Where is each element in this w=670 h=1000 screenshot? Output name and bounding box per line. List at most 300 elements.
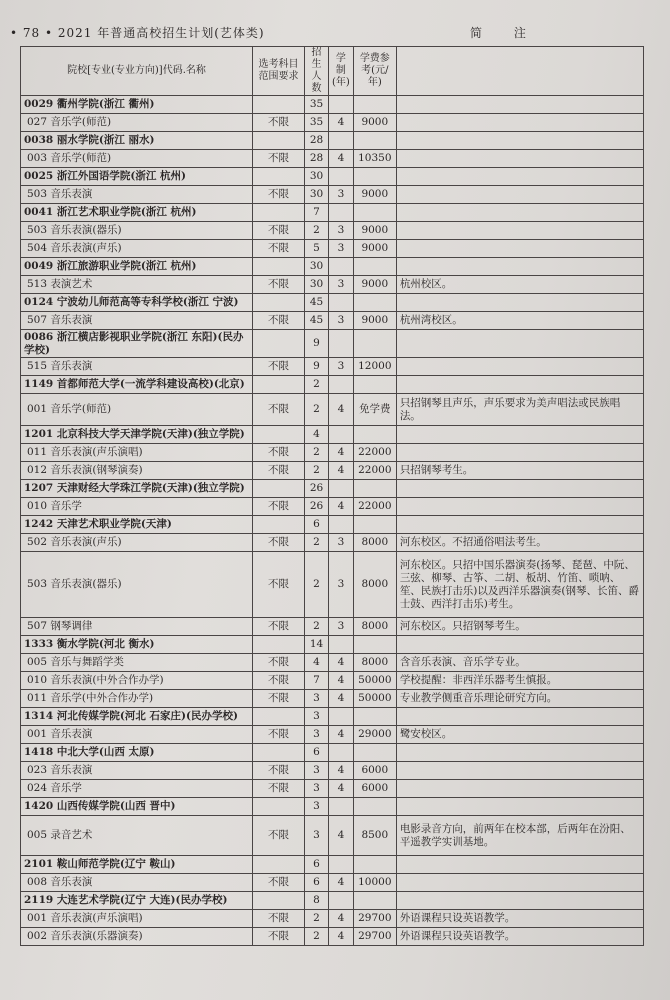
cell-count: 26 xyxy=(305,480,329,498)
cell-subject: 不限 xyxy=(253,222,305,240)
page-header xyxy=(10,18,650,44)
cell-years: 4 xyxy=(329,498,354,516)
cell-subject xyxy=(253,798,305,816)
major-row xyxy=(21,780,644,798)
cell-note: 河东校区。只招钢琴考生。 xyxy=(396,618,643,636)
cell-count: 2 xyxy=(305,534,329,552)
institution-row xyxy=(21,856,644,874)
cell-count: 6 xyxy=(305,856,329,874)
cell-fee xyxy=(353,856,396,874)
col-header-years: 学制(年) xyxy=(329,47,354,96)
cell-name: 001 音乐表演 xyxy=(21,726,253,744)
col-header-subject: 选考科目范围要求 xyxy=(253,47,305,96)
cell-subject: 不限 xyxy=(253,394,305,426)
cell-note xyxy=(396,444,643,462)
cell-count: 30 xyxy=(305,186,329,204)
cell-name: 1201 北京科技大学天津学院(天津)(独立学院) xyxy=(21,426,253,444)
cell-years: 4 xyxy=(329,726,354,744)
cell-fee: 29700 xyxy=(353,928,396,946)
cell-subject xyxy=(253,294,305,312)
cell-subject: 不限 xyxy=(253,654,305,672)
cell-fee xyxy=(353,892,396,910)
cell-count: 3 xyxy=(305,816,329,856)
cell-subject: 不限 xyxy=(253,816,305,856)
cell-note xyxy=(396,132,643,150)
institution-row xyxy=(21,516,644,534)
cell-fee: 29000 xyxy=(353,726,396,744)
cell-years: 3 xyxy=(329,552,354,618)
cell-count: 4 xyxy=(305,426,329,444)
cell-count: 2 xyxy=(305,222,329,240)
cell-years: 4 xyxy=(329,690,354,708)
institution-row xyxy=(21,480,644,498)
major-row xyxy=(21,726,644,744)
cell-name: 503 音乐表演(器乐) xyxy=(21,222,253,240)
cell-fee xyxy=(353,708,396,726)
cell-fee xyxy=(353,480,396,498)
cell-subject: 不限 xyxy=(253,444,305,462)
cell-name: 0038 丽水学院(浙江 丽水) xyxy=(21,132,253,150)
cell-subject: 不限 xyxy=(253,762,305,780)
major-row xyxy=(21,816,644,856)
cell-count: 2 xyxy=(305,618,329,636)
cell-note xyxy=(396,480,643,498)
cell-count: 35 xyxy=(305,96,329,114)
cell-note: 外语课程只设英语教学。 xyxy=(396,928,643,946)
cell-subject xyxy=(253,708,305,726)
cell-years: 4 xyxy=(329,910,354,928)
cell-count: 2 xyxy=(305,910,329,928)
cell-count: 6 xyxy=(305,516,329,534)
cell-years: 3 xyxy=(329,534,354,552)
cell-fee: 8500 xyxy=(353,816,396,856)
cell-name: 2119 大连艺术学院(辽宁 大连)(民办学校) xyxy=(21,892,253,910)
cell-fee xyxy=(353,258,396,276)
cell-note xyxy=(396,294,643,312)
cell-subject: 不限 xyxy=(253,462,305,480)
cell-note xyxy=(396,636,643,654)
cell-fee xyxy=(353,376,396,394)
cell-note xyxy=(396,258,643,276)
cell-subject xyxy=(253,376,305,394)
institution-row xyxy=(21,708,644,726)
cell-name: 515 音乐表演 xyxy=(21,358,253,376)
cell-note xyxy=(396,96,643,114)
cell-years xyxy=(329,798,354,816)
cell-subject: 不限 xyxy=(253,114,305,132)
cell-count: 30 xyxy=(305,168,329,186)
cell-name: 1242 天津艺术职业学院(天津) xyxy=(21,516,253,534)
cell-note xyxy=(396,762,643,780)
cell-years xyxy=(329,856,354,874)
cell-years xyxy=(329,708,354,726)
cell-note: 杭州校区。 xyxy=(396,276,643,294)
cell-count: 3 xyxy=(305,798,329,816)
col-header-name: 院校[专业(专业方向)]代码.名称 xyxy=(21,47,253,96)
cell-count: 2 xyxy=(305,394,329,426)
cell-subject: 不限 xyxy=(253,672,305,690)
cell-years: 3 xyxy=(329,240,354,258)
institution-row xyxy=(21,168,644,186)
cell-years: 4 xyxy=(329,928,354,946)
cell-count: 28 xyxy=(305,150,329,168)
cell-subject xyxy=(253,330,305,358)
institution-row xyxy=(21,798,644,816)
cell-note: 河东校区。不招通俗唱法考生。 xyxy=(396,534,643,552)
cell-years: 3 xyxy=(329,222,354,240)
cell-fee xyxy=(353,294,396,312)
major-row xyxy=(21,240,644,258)
cell-years xyxy=(329,258,354,276)
institution-row xyxy=(21,204,644,222)
cell-name: 0124 宁波幼儿师范高等专科学校(浙江 宁波) xyxy=(21,294,253,312)
cell-subject: 不限 xyxy=(253,186,305,204)
cell-years: 3 xyxy=(329,186,354,204)
cell-fee: 9000 xyxy=(353,186,396,204)
cell-count: 8 xyxy=(305,892,329,910)
cell-name: 0029 衢州学院(浙江 衢州) xyxy=(21,96,253,114)
cell-note: 只招钢琴考生。 xyxy=(396,462,643,480)
major-row xyxy=(21,672,644,690)
cell-fee xyxy=(353,516,396,534)
cell-count: 3 xyxy=(305,708,329,726)
major-row xyxy=(21,762,644,780)
cell-note xyxy=(396,856,643,874)
major-row xyxy=(21,358,644,376)
cell-fee: 50000 xyxy=(353,672,396,690)
cell-count: 14 xyxy=(305,636,329,654)
major-row xyxy=(21,150,644,168)
cell-note: 电影录音方向，前两年在校本部，后两年在汾阳、平遥教学实训基地。 xyxy=(396,816,643,856)
cell-name: 1149 首都师范大学(一流学科建设高校)(北京) xyxy=(21,376,253,394)
cell-years xyxy=(329,376,354,394)
cell-count: 3 xyxy=(305,762,329,780)
cell-fee: 免学费 xyxy=(353,394,396,426)
cell-count: 3 xyxy=(305,780,329,798)
cell-note xyxy=(396,892,643,910)
cell-name: 507 音乐表演 xyxy=(21,312,253,330)
cell-name: 001 音乐表演(声乐演唱) xyxy=(21,910,253,928)
cell-subject xyxy=(253,168,305,186)
cell-years: 3 xyxy=(329,358,354,376)
cell-name: 008 音乐表演 xyxy=(21,874,253,892)
cell-years xyxy=(329,636,354,654)
cell-note xyxy=(396,426,643,444)
cell-name: 010 音乐学 xyxy=(21,498,253,516)
major-row xyxy=(21,186,644,204)
cell-subject xyxy=(253,204,305,222)
cell-subject xyxy=(253,96,305,114)
cell-fee: 8000 xyxy=(353,534,396,552)
cell-fee: 9000 xyxy=(353,114,396,132)
cell-subject: 不限 xyxy=(253,150,305,168)
cell-name: 1418 中北大学(山西 太原) xyxy=(21,744,253,762)
cell-fee: 12000 xyxy=(353,358,396,376)
cell-name: 011 音乐表演(声乐演唱) xyxy=(21,444,253,462)
cell-years xyxy=(329,168,354,186)
cell-count: 45 xyxy=(305,312,329,330)
cell-count: 7 xyxy=(305,204,329,222)
cell-fee: 8000 xyxy=(353,618,396,636)
cell-note xyxy=(396,744,643,762)
cell-name: 001 音乐学(师范) xyxy=(21,394,253,426)
cell-years: 4 xyxy=(329,462,354,480)
cell-note: 杭州湾校区。 xyxy=(396,312,643,330)
cell-name: 024 音乐学 xyxy=(21,780,253,798)
cell-note: 专业教学侧重音乐理论研究方向。 xyxy=(396,690,643,708)
cell-note xyxy=(396,516,643,534)
major-row xyxy=(21,312,644,330)
major-row xyxy=(21,910,644,928)
cell-years xyxy=(329,204,354,222)
cell-name: 503 音乐表演(器乐) xyxy=(21,552,253,618)
cell-name: 023 音乐表演 xyxy=(21,762,253,780)
cell-subject xyxy=(253,636,305,654)
cell-count: 30 xyxy=(305,258,329,276)
cell-count: 2 xyxy=(305,444,329,462)
institution-row xyxy=(21,744,644,762)
col-header-fee: 学费参考(元/年) xyxy=(353,47,396,96)
major-row xyxy=(21,534,644,552)
cell-note xyxy=(396,376,643,394)
cell-fee xyxy=(353,744,396,762)
cell-name: 507 钢琴调律 xyxy=(21,618,253,636)
major-row xyxy=(21,462,644,480)
cell-years: 4 xyxy=(329,150,354,168)
cell-name: 003 音乐学(师范) xyxy=(21,150,253,168)
cell-years: 4 xyxy=(329,816,354,856)
cell-years: 4 xyxy=(329,394,354,426)
institution-row xyxy=(21,294,644,312)
cell-name: 2101 鞍山师范学院(辽宁 鞍山) xyxy=(21,856,253,874)
table-header-row xyxy=(21,47,644,96)
cell-note: 含音乐表演、音乐学专业。 xyxy=(396,654,643,672)
cell-note: 外语课程只设英语教学。 xyxy=(396,910,643,928)
cell-name: 010 音乐表演(中外合作办学) xyxy=(21,672,253,690)
cell-name: 502 音乐表演(声乐) xyxy=(21,534,253,552)
cell-subject xyxy=(253,132,305,150)
cell-years xyxy=(329,96,354,114)
cell-years: 4 xyxy=(329,114,354,132)
cell-note: 只招钢琴且声乐，声乐要求为美声唱法或民族唱法。 xyxy=(396,394,643,426)
cell-subject: 不限 xyxy=(253,312,305,330)
cell-fee: 50000 xyxy=(353,690,396,708)
cell-name: 504 音乐表演(声乐) xyxy=(21,240,253,258)
cell-count: 9 xyxy=(305,358,329,376)
cell-subject xyxy=(253,856,305,874)
cell-note: 学校提醒：非西洋乐器考生慎报。 xyxy=(396,672,643,690)
cell-note xyxy=(396,240,643,258)
cell-years xyxy=(329,516,354,534)
major-row xyxy=(21,552,644,618)
cell-note xyxy=(396,114,643,132)
cell-note xyxy=(396,330,643,358)
institution-row xyxy=(21,96,644,114)
cell-note: 河东校区。只招中国乐器演奏(扬琴、琵琶、中阮、三弦、柳琴、古筝、二胡、板胡、竹笛、唢呐、笙、民族打击乐)以及西洋乐器演奏(钢琴、长笛、爵士鼓、西洋打击乐)考生。 xyxy=(396,552,643,618)
cell-name: 1333 衡水学院(河北 衡水) xyxy=(21,636,253,654)
cell-fee: 9000 xyxy=(353,276,396,294)
cell-subject: 不限 xyxy=(253,690,305,708)
cell-years: 4 xyxy=(329,762,354,780)
cell-fee: 22000 xyxy=(353,498,396,516)
major-row xyxy=(21,444,644,462)
cell-fee xyxy=(353,168,396,186)
notes-column-title: 简 注 xyxy=(470,26,540,40)
cell-count: 7 xyxy=(305,672,329,690)
cell-subject: 不限 xyxy=(253,240,305,258)
cell-count: 30 xyxy=(305,276,329,294)
institution-row xyxy=(21,636,644,654)
cell-fee: 10000 xyxy=(353,874,396,892)
cell-subject: 不限 xyxy=(253,358,305,376)
cell-count: 2 xyxy=(305,376,329,394)
major-row xyxy=(21,874,644,892)
cell-name: 011 音乐学(中外合作办学) xyxy=(21,690,253,708)
cell-subject: 不限 xyxy=(253,618,305,636)
cell-subject xyxy=(253,516,305,534)
cell-name: 1420 山西传媒学院(山西 晋中) xyxy=(21,798,253,816)
admission-plan-table xyxy=(20,46,644,946)
cell-note xyxy=(396,222,643,240)
cell-years: 4 xyxy=(329,444,354,462)
cell-name: 1207 天津财经大学珠江学院(天津)(独立学院) xyxy=(21,480,253,498)
cell-count: 9 xyxy=(305,330,329,358)
cell-years: 4 xyxy=(329,780,354,798)
major-row xyxy=(21,928,644,946)
cell-count: 2 xyxy=(305,552,329,618)
cell-fee xyxy=(353,96,396,114)
cell-subject xyxy=(253,744,305,762)
cell-fee xyxy=(353,798,396,816)
cell-fee: 9000 xyxy=(353,222,396,240)
cell-note xyxy=(396,204,643,222)
cell-fee: 6000 xyxy=(353,762,396,780)
cell-count: 26 xyxy=(305,498,329,516)
cell-subject: 不限 xyxy=(253,928,305,946)
cell-fee: 8000 xyxy=(353,654,396,672)
cell-name: 005 录音艺术 xyxy=(21,816,253,856)
major-row xyxy=(21,690,644,708)
major-row xyxy=(21,222,644,240)
cell-years: 3 xyxy=(329,276,354,294)
cell-fee xyxy=(353,330,396,358)
cell-name: 0041 浙江艺术职业学院(浙江 杭州) xyxy=(21,204,253,222)
cell-subject: 不限 xyxy=(253,780,305,798)
cell-subject: 不限 xyxy=(253,498,305,516)
cell-fee: 29700 xyxy=(353,910,396,928)
cell-count: 2 xyxy=(305,928,329,946)
cell-name: 513 表演艺术 xyxy=(21,276,253,294)
cell-years xyxy=(329,330,354,358)
cell-note xyxy=(396,708,643,726)
cell-years xyxy=(329,892,354,910)
cell-count: 3 xyxy=(305,726,329,744)
cell-subject xyxy=(253,426,305,444)
cell-years xyxy=(329,426,354,444)
cell-fee: 8000 xyxy=(353,552,396,618)
cell-name: 0086 浙江横店影视职业学院(浙江 东阳)(民办学校) xyxy=(21,330,253,358)
cell-years xyxy=(329,480,354,498)
institution-row xyxy=(21,376,644,394)
major-row xyxy=(21,654,644,672)
cell-years xyxy=(329,132,354,150)
cell-note xyxy=(396,498,643,516)
institution-row xyxy=(21,132,644,150)
major-row xyxy=(21,498,644,516)
cell-subject: 不限 xyxy=(253,276,305,294)
cell-years: 3 xyxy=(329,312,354,330)
cell-note xyxy=(396,150,643,168)
cell-count: 4 xyxy=(305,654,329,672)
cell-count: 3 xyxy=(305,690,329,708)
cell-fee xyxy=(353,636,396,654)
cell-note xyxy=(396,780,643,798)
cell-years: 4 xyxy=(329,874,354,892)
cell-years xyxy=(329,294,354,312)
cell-fee: 6000 xyxy=(353,780,396,798)
page-number-title: • 78 • 2021 年普通高校招生计划(艺体类) xyxy=(10,26,265,40)
cell-subject: 不限 xyxy=(253,874,305,892)
cell-note: 鹭安校区。 xyxy=(396,726,643,744)
cell-name: 002 音乐表演(乐器演奏) xyxy=(21,928,253,946)
major-row xyxy=(21,276,644,294)
cell-fee: 22000 xyxy=(353,462,396,480)
cell-years: 3 xyxy=(329,618,354,636)
cell-name: 503 音乐表演 xyxy=(21,186,253,204)
cell-fee xyxy=(353,132,396,150)
cell-subject: 不限 xyxy=(253,534,305,552)
cell-subject xyxy=(253,258,305,276)
cell-name: 0025 浙江外国语学院(浙江 杭州) xyxy=(21,168,253,186)
col-header-count: 招生人数 xyxy=(305,47,329,96)
institution-row xyxy=(21,892,644,910)
cell-subject xyxy=(253,892,305,910)
cell-note xyxy=(396,358,643,376)
cell-note xyxy=(396,168,643,186)
cell-count: 45 xyxy=(305,294,329,312)
cell-count: 2 xyxy=(305,462,329,480)
cell-note xyxy=(396,798,643,816)
cell-subject: 不限 xyxy=(253,726,305,744)
cell-count: 5 xyxy=(305,240,329,258)
cell-subject xyxy=(253,480,305,498)
institution-row xyxy=(21,330,644,358)
cell-fee xyxy=(353,204,396,222)
cell-fee xyxy=(353,426,396,444)
cell-years: 4 xyxy=(329,672,354,690)
cell-count: 6 xyxy=(305,874,329,892)
cell-note xyxy=(396,186,643,204)
cell-name: 1314 河北传媒学院(河北 石家庄)(民办学校) xyxy=(21,708,253,726)
cell-fee: 22000 xyxy=(353,444,396,462)
cell-fee: 9000 xyxy=(353,240,396,258)
institution-row xyxy=(21,258,644,276)
cell-subject: 不限 xyxy=(253,910,305,928)
cell-fee: 10350 xyxy=(353,150,396,168)
cell-name: 012 音乐表演(钢琴演奏) xyxy=(21,462,253,480)
cell-note xyxy=(396,874,643,892)
cell-name: 0049 浙江旅游职业学院(浙江 杭州) xyxy=(21,258,253,276)
cell-name: 005 音乐与舞蹈学类 xyxy=(21,654,253,672)
major-row xyxy=(21,114,644,132)
major-row xyxy=(21,618,644,636)
institution-row xyxy=(21,426,644,444)
cell-count: 35 xyxy=(305,114,329,132)
cell-subject: 不限 xyxy=(253,552,305,618)
cell-name: 027 音乐学(师范) xyxy=(21,114,253,132)
cell-count: 28 xyxy=(305,132,329,150)
cell-years: 4 xyxy=(329,654,354,672)
